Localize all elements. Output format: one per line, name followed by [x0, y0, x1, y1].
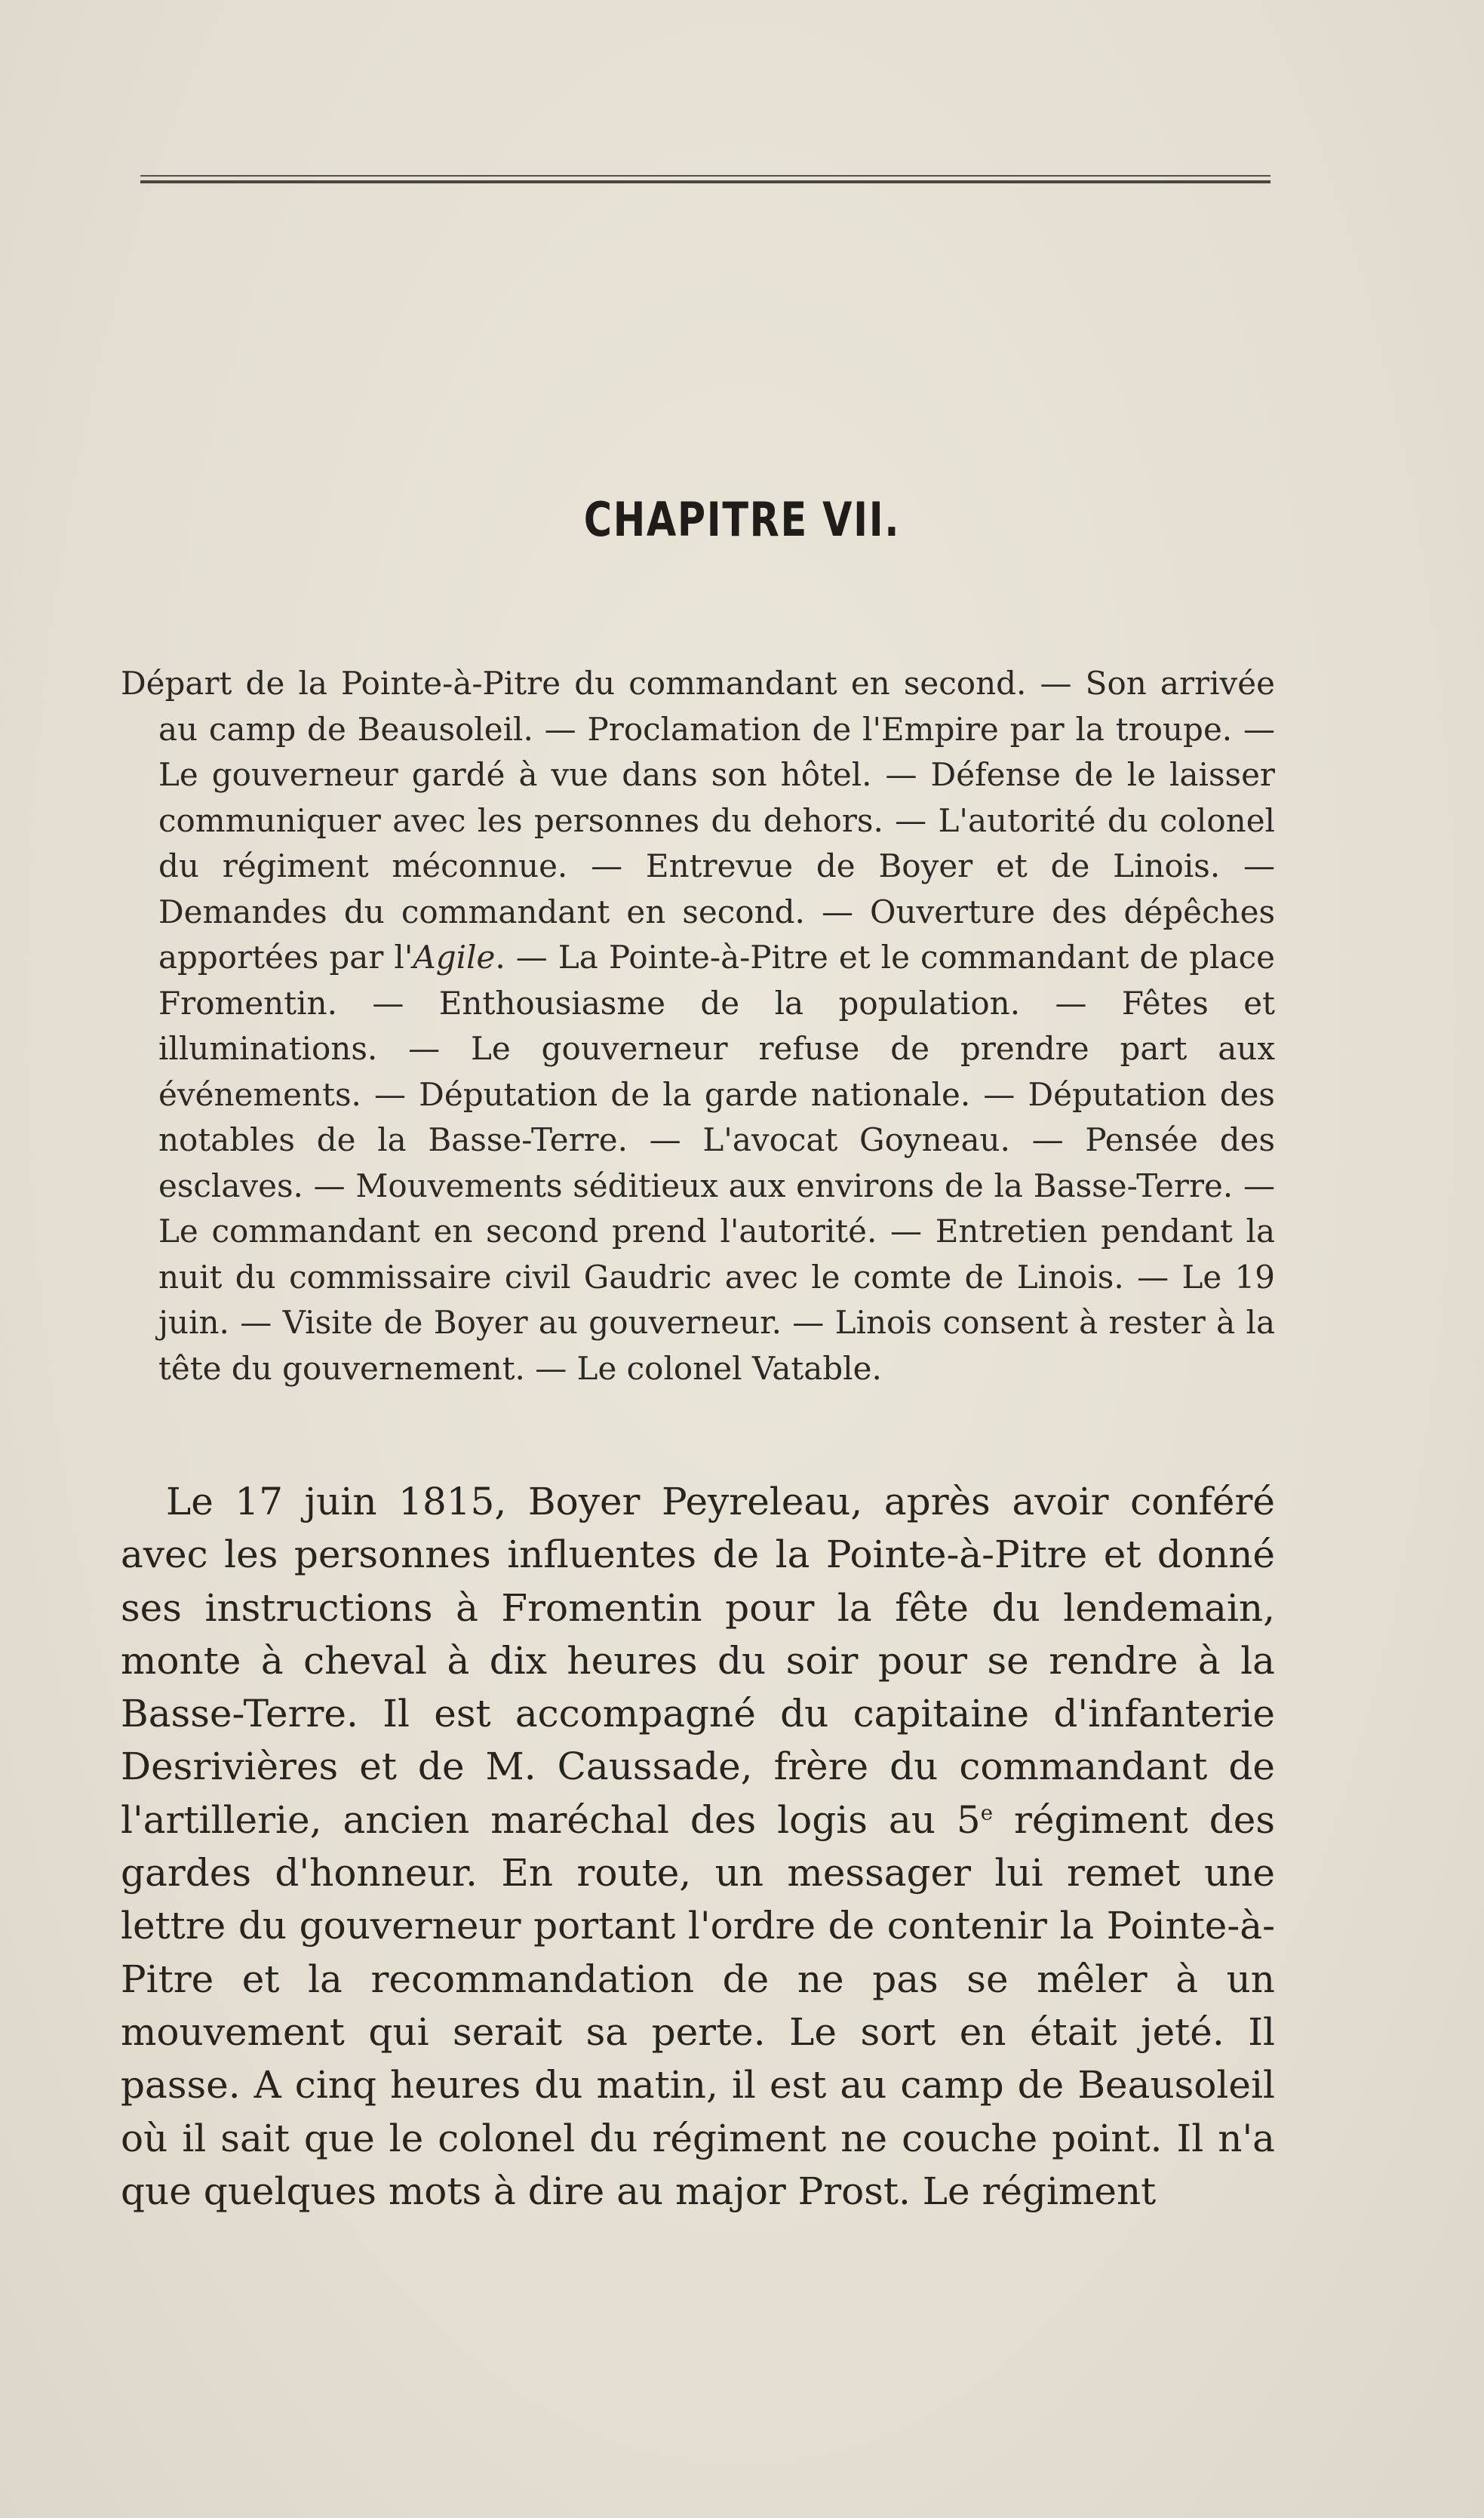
- body-text-part-1: Le 17 juin 1815, Boyer Peyreleau, après avoir conféré avec les personnes influentes de la Pointe-à-Pitre et donné ses instructions à Fromentin pour la fête du lendemain, monte à cheval à dix heures du soir pour se rendre à la Basse-Terre. Il est accompagné du capitaine d'infanterie Desrivières et de M. Caussade, frère du commandant de l'artillerie, ancien maréchal des logis au 5: [121, 1480, 1275, 1842]
- summary-text-part-2: . — La Pointe-à-Pitre et le commandant de place Fromentin. — Enthousiasme de la population. — Fêtes et illuminations. — Le gouverneur refuse de prendre part aux événements. — Députation de la garde nationale. — Députation des notables de la Basse-Terre. — L'avocat Goyneau. — Pensée des esclaves. — Mouvements séditieux aux environs de la Basse-Terre. — Le commandant en second prend l'autorité. — Entretien pendant la nuit du commissaire civil Gaudric avec le comte de Linois. — Le 19 juin. — Visite de Boyer au gouverneur. — Linois consent à rester à la tête du gouvernement. — Le colonel Vatable.: [158, 939, 1275, 1387]
- body-paragraph: [121, 1475, 1275, 2218]
- header-double-rule: [140, 175, 1270, 186]
- ordinal-suffix: e: [980, 1800, 993, 1825]
- body-text-part-2: régiment des gardes d'honneur. En route, un messager lui remet une lettre du gouverneur portant l'ordre de contenir la Pointe-à-Pitre et la recommandation de ne pas se mêler à un mouvement qui serait sa perte. Le sort en était jeté. Il passe. A cinq heures du matin, il est au camp de Beausoleil où il sait que le colonel du régiment ne couche point. Il n'a que quelques mots à dire au major Prost. Le régiment: [121, 1797, 1275, 2213]
- summary-text-part-1: Départ de la Pointe-à-Pitre du commandant en second. — Son arrivée au camp de Beausoleil. — Proclamation de l'Empire par la troupe. — Le gouverneur gardé à vue dans son hôtel. — Défense de le laisser communiquer avec les personnes du dehors. — L'autorité du colonel du régiment méconnue. — Entrevue de Boyer et de Linois. — Demandes du commandant en second. — Ouverture des dépêches apportées par l': [121, 665, 1275, 976]
- chapter-title: CHAPITRE VII.: [583, 492, 901, 547]
- header-rule-thick: [140, 180, 1270, 183]
- header-rule-thin: [140, 175, 1270, 177]
- summary-ship-name: Agile: [413, 939, 496, 976]
- chapter-summary: [121, 661, 1275, 1391]
